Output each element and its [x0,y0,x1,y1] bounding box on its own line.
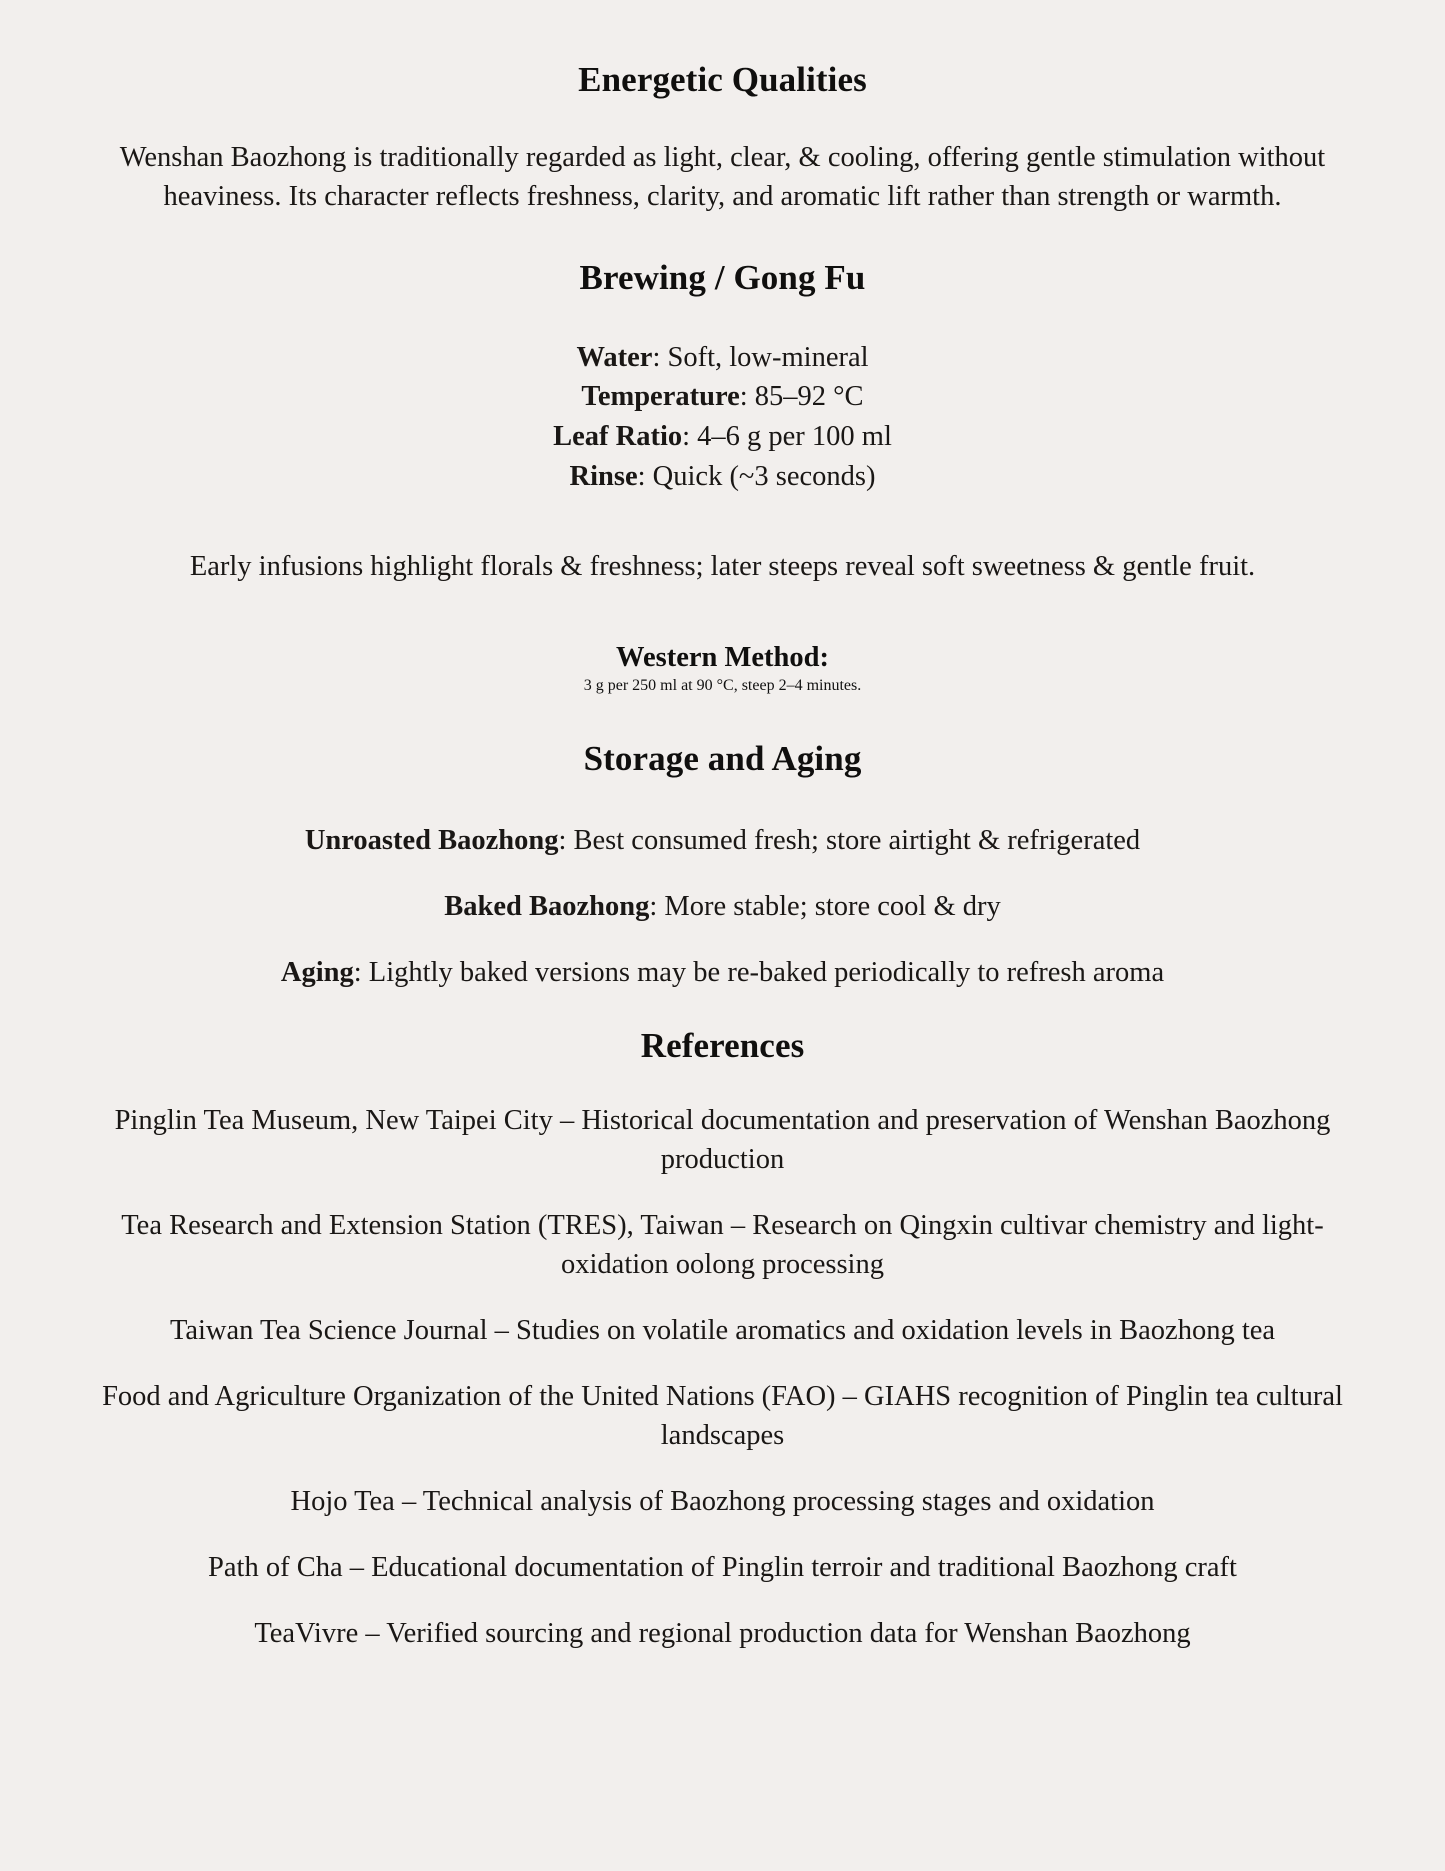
storage-item-value: More stable; store cool & dry [664,890,1001,922]
storage-item-label: Aging [280,957,354,988]
storage-item-label: Baked Baozhong [444,890,650,922]
brewing-parameter-water [68,338,1378,378]
heading-brewing-gong-fu: Brewing / Gong Fu [579,257,866,297]
brewing-parameter-value: 85–92 °C [754,381,864,413]
brewing-parameter-rinse [68,457,1378,497]
heading-references: References [640,1026,805,1066]
brewing-parameter-separator: : [682,421,698,453]
brewing-parameter-temperature [68,377,1378,417]
storage-item-label: Unroasted Baozhong [304,824,559,856]
brewing-parameter-separator: : [739,381,755,413]
brewing-parameter-label: Leaf Ratio [553,421,683,453]
brewing-parameter-separator: : [652,341,668,373]
spacer [68,1587,1378,1614]
brewing-parameter-value: Soft, low-mineral [667,341,869,373]
reference-item: Path of Cha – Educational documentation of Pinglin terroir and traditional Baozhong craft [208,1552,1237,1584]
spacer [68,0,1378,58]
brewing-parameter-leaf-ratio [68,417,1378,457]
paragraph-infusion-note: Early infusions highlight florals & freshness; later steeps reveal soft sweetness & gentle fruit. [189,551,1256,583]
spacer [68,1068,1378,1101]
brewing-parameters-list [68,338,1378,498]
storage-items-list [68,821,1378,992]
reference-item: Tea Research and Extension Station (TRES), Taiwan – Research on Qingxin cultivar chemistry and light-oxidation oolong processing [121,1209,1324,1280]
spacer [68,926,1378,953]
brewing-parameter-value: Quick (~3 seconds) [652,461,876,493]
storage-item-value: Best consumed fresh; store airtight & refrigerated [573,824,1141,856]
storage-item-aging [68,953,1378,992]
spacer [68,497,1378,547]
storage-item-unroasted-baozhong [68,821,1378,860]
brewing-parameter-label: Temperature [581,381,740,413]
spacer [68,300,1378,338]
heading-storage-and-aging: Storage and Aging [583,739,862,779]
brewing-parameter-value: 4–6 g per 100 ml [697,421,892,453]
document-content [68,0,1378,1653]
spacer [68,860,1378,887]
storage-item-separator: : [649,890,665,922]
reference-item: Hojo Tea – Technical analysis of Baozhong processing stages and oxidation [290,1486,1155,1517]
spacer [68,992,1378,1024]
spacer [68,102,1378,138]
western-method-detail: 3 g per 250 ml at 90 °C, steep 2–4 minutes. [583,677,862,695]
storage-item-baked-baozhong [68,887,1378,926]
paragraph-energetic-qualities: Wenshan Baozhong is traditionally regarded as light, clear, & cooling, offering gentle stimulation without heaviness. Its character reflects freshness, clarity, and aromatic lift rather than strength or warmth. [119,141,1326,212]
spacer [68,1179,1378,1206]
spacer [68,781,1378,821]
brewing-parameter-label: Water [576,341,653,373]
spacer [68,216,1378,256]
references-list [68,1101,1378,1653]
reference-item: TeaVivre – Verified sourcing and regional production data for Wenshan Baozhong [254,1618,1191,1650]
spacer [68,1284,1378,1311]
western-method-title: Western Method: [616,642,829,674]
spacer [68,1455,1378,1482]
brewing-parameter-label: Rinse [569,461,638,493]
brewing-parameter-separator: : [637,461,653,493]
storage-item-separator: : [558,824,574,856]
spacer [68,695,1378,737]
storage-item-separator: : [353,957,369,988]
reference-item: Taiwan Tea Science Journal – Studies on volatile aromatics and oxidation levels in Baozhong tea [169,1314,1276,1346]
spacer [68,1521,1378,1548]
spacer [68,1350,1378,1377]
storage-item-value: Lightly baked versions may be re-baked periodically to refresh aroma [368,957,1165,988]
heading-energetic-qualities: Energetic Qualities [578,60,867,99]
reference-item: Pinglin Tea Museum, New Taipei City – Historical documentation and preservation of Wenshan Baozhong production [114,1104,1331,1175]
spacer [68,586,1378,638]
reference-item: Food and Agriculture Organization of the United Nations (FAO) – GIAHS recognition of Pinglin tea cultural landscapes [102,1380,1343,1451]
